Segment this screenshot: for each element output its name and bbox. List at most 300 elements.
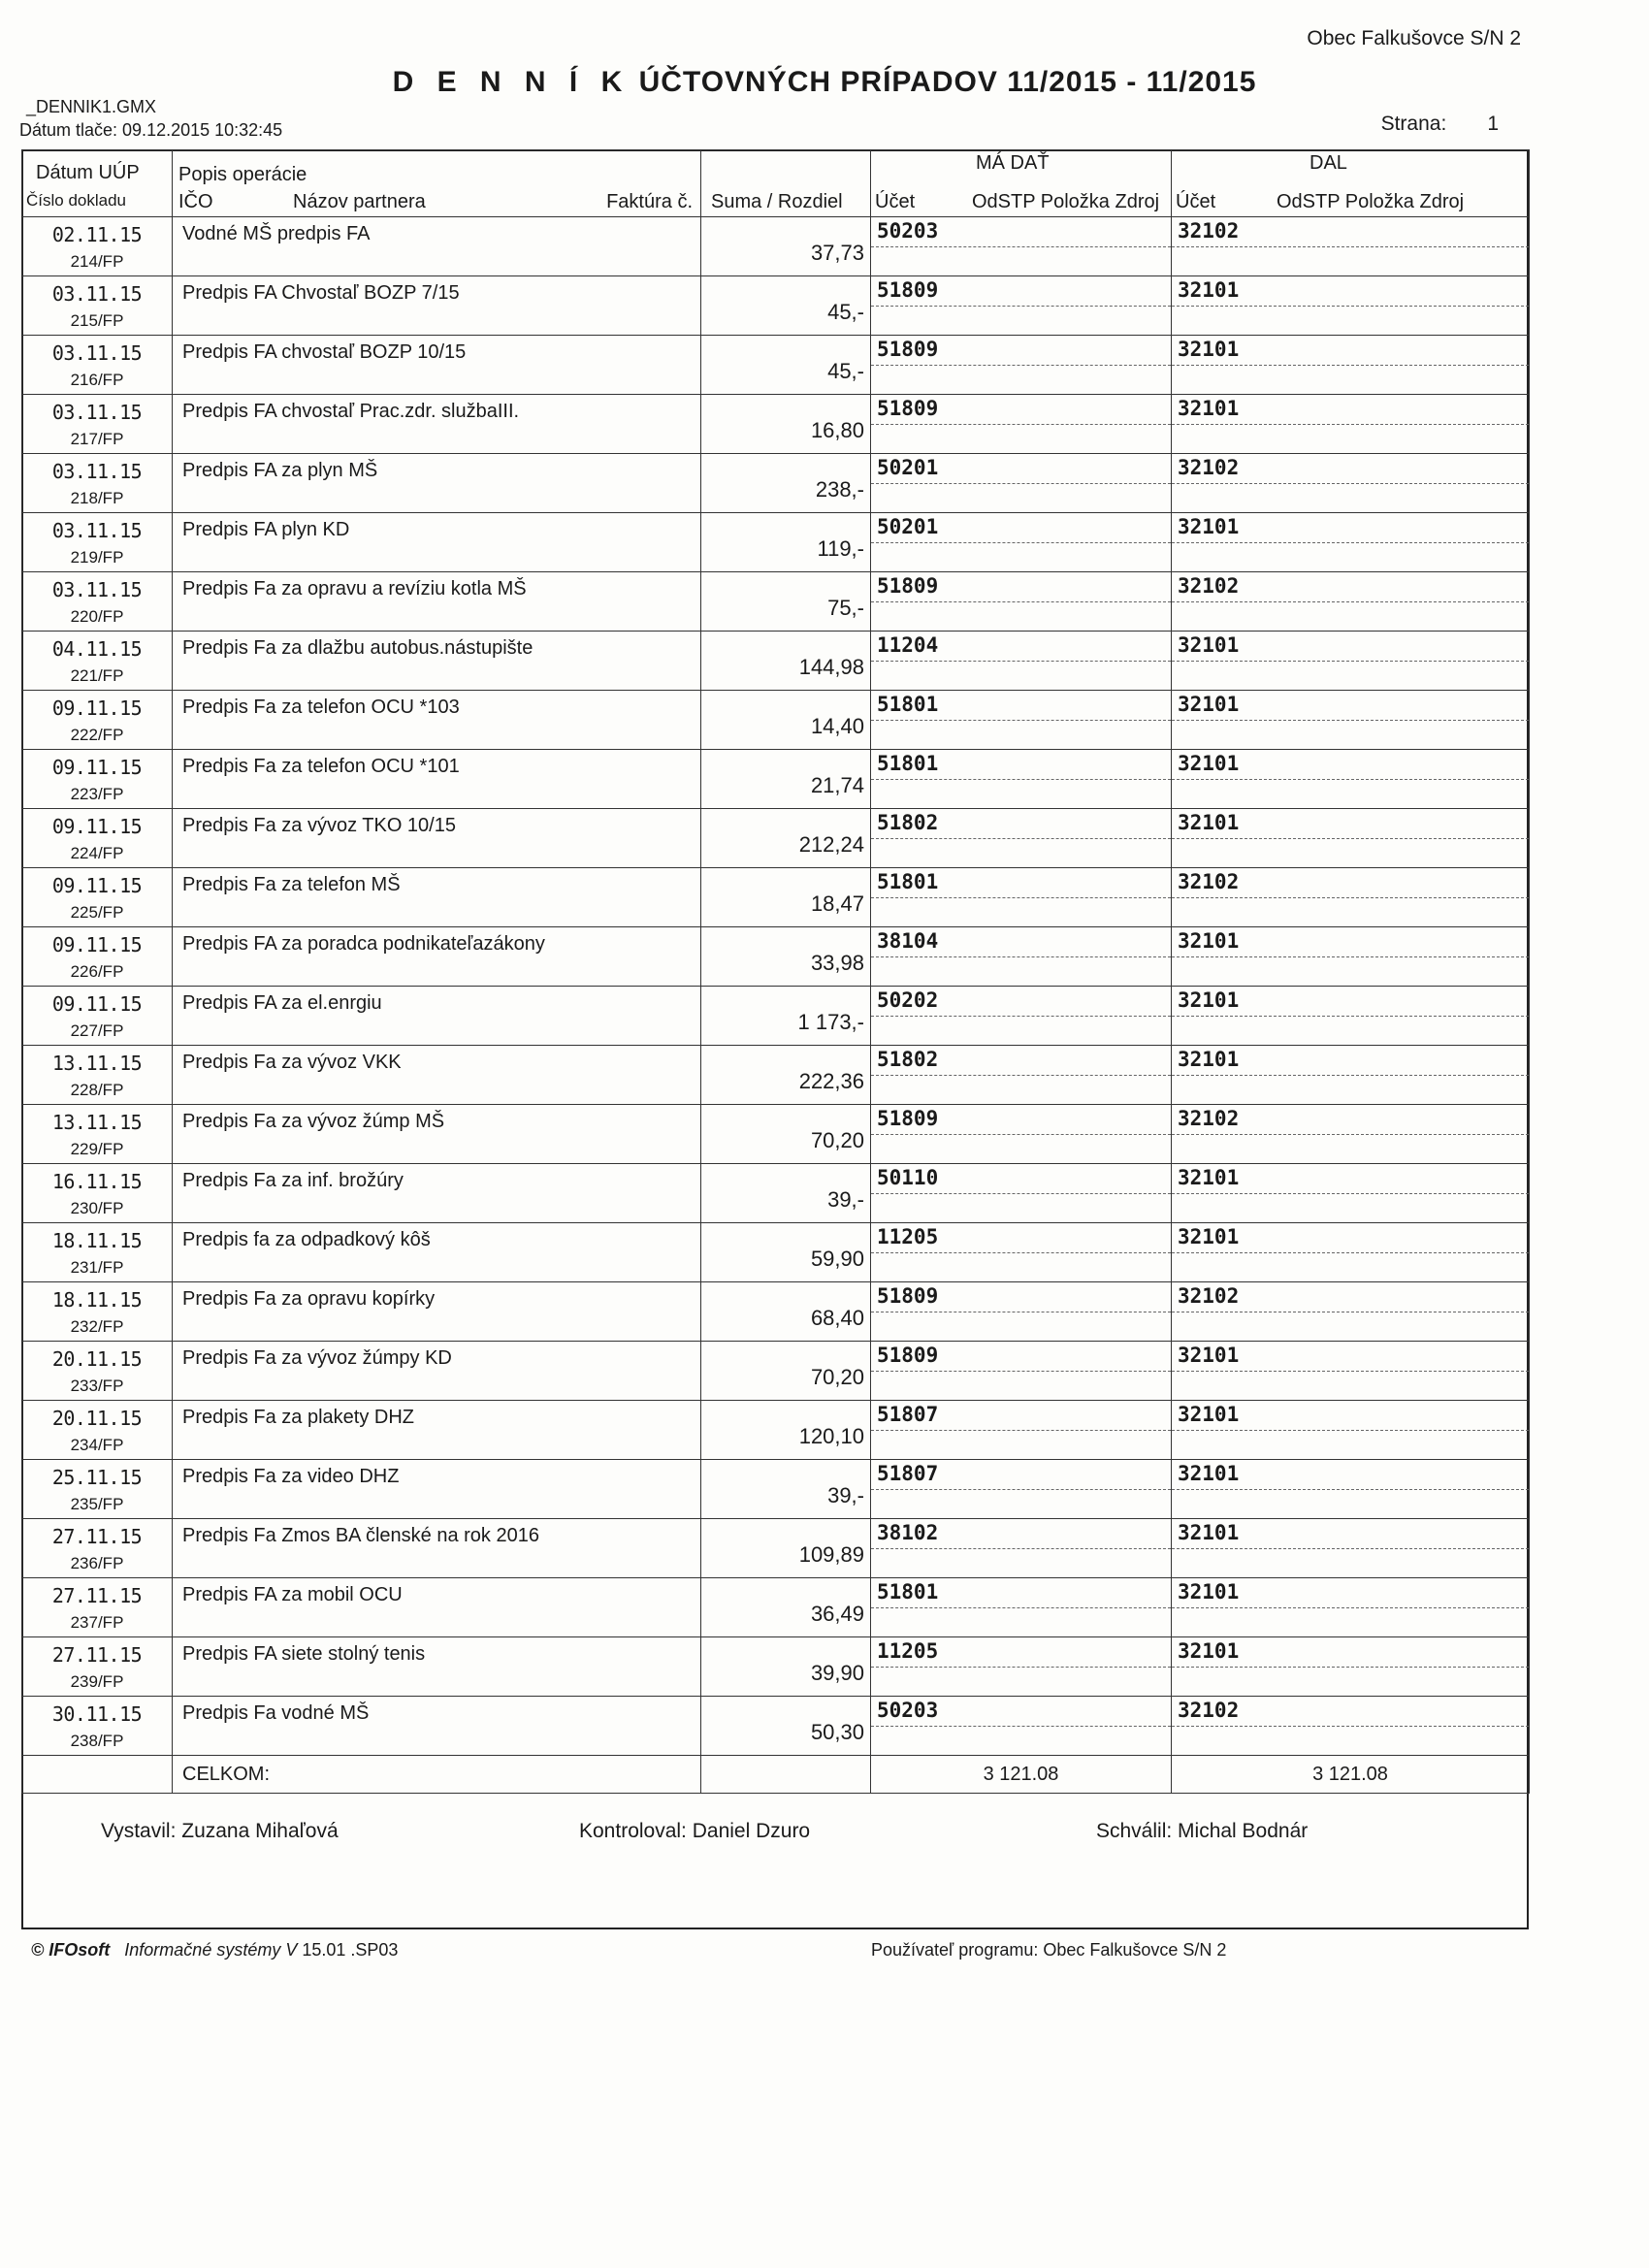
amount-cell — [701, 1342, 871, 1401]
description-cell — [173, 1697, 701, 1756]
credit-cell — [1172, 513, 1530, 572]
entry-date: 09.11.15 — [51, 697, 143, 720]
table-row — [22, 1519, 1530, 1578]
credit-divider — [1172, 1193, 1529, 1194]
entry-date: 20.11.15 — [51, 1347, 143, 1371]
amount-cell — [701, 1401, 871, 1460]
table-row — [22, 1105, 1530, 1164]
credit-cell — [1172, 1342, 1530, 1401]
debit-account: 51802 — [877, 811, 939, 834]
credit-account: 32101 — [1178, 515, 1240, 538]
table-row — [22, 1637, 1530, 1697]
amount: 50,30 — [810, 1720, 864, 1744]
debit-divider — [871, 779, 1171, 780]
credit-divider — [1172, 1548, 1529, 1549]
col-cislo: Číslo dokladu — [26, 191, 127, 210]
debit-divider — [871, 720, 1171, 721]
software-system: Informačné systémy V — [124, 1940, 298, 1960]
document-number: 227/FP — [70, 1021, 124, 1040]
operation-description: Predpis FA chvostaľ Prac.zdr. službaIII. — [182, 401, 520, 422]
debit-divider — [871, 1489, 1171, 1490]
table-row — [22, 927, 1530, 987]
debit-account: 50203 — [877, 1699, 939, 1722]
debit-account: 50203 — [877, 219, 939, 243]
debit-divider — [871, 838, 1171, 839]
operation-description: Predpis FA chvostaľ BOZP 10/15 — [182, 341, 467, 363]
amount-cell — [701, 868, 871, 927]
description-cell — [173, 809, 701, 868]
file-name: _DENNIK1.GMX — [26, 97, 157, 116]
document-number: 233/FP — [70, 1377, 124, 1395]
document-number: 229/FP — [70, 1140, 124, 1158]
title-spaced: D E N N Í K — [392, 66, 630, 98]
col-debit-odstp: OdSTP Položka Zdroj — [972, 191, 1160, 212]
operation-description: Predpis FA za el.enrgiu — [182, 992, 382, 1014]
credit-divider — [1172, 542, 1529, 543]
date-cell — [22, 632, 173, 691]
debit-cell — [871, 1519, 1172, 1578]
credit-account: 32101 — [1178, 693, 1240, 716]
col-popis: Popis operácie — [178, 164, 307, 185]
credit-account: 32101 — [1178, 1639, 1240, 1663]
document-number: 222/FP — [70, 726, 124, 744]
description-cell — [173, 1046, 701, 1105]
credit-divider — [1172, 1075, 1529, 1076]
credit-cell — [1172, 987, 1530, 1046]
table-row — [22, 632, 1530, 691]
operation-description: Predpis Fa za vývoz žúmp MŠ — [182, 1111, 445, 1132]
amount-cell — [701, 987, 871, 1046]
debit-divider — [871, 601, 1171, 602]
debit-cell — [871, 395, 1172, 454]
debit-divider — [871, 365, 1171, 366]
date-cell — [22, 691, 173, 750]
debit-account: 51809 — [877, 397, 939, 420]
credit-cell — [1172, 395, 1530, 454]
document-number: 228/FP — [70, 1081, 124, 1099]
debit-cell — [871, 809, 1172, 868]
debit-cell — [871, 868, 1172, 927]
debit-divider — [871, 483, 1171, 484]
debit-cell — [871, 1164, 1172, 1223]
entry-date: 09.11.15 — [51, 756, 143, 779]
amount-cell — [701, 1519, 871, 1578]
amount: 39,90 — [810, 1661, 864, 1685]
debit-cell — [871, 1578, 1172, 1637]
debit-account: 51801 — [877, 1580, 939, 1604]
operation-description: Predpis FA za poradca podnikateľazákony — [182, 933, 545, 955]
table-row — [22, 750, 1530, 809]
amount-cell — [701, 1637, 871, 1697]
amount-cell — [701, 395, 871, 454]
date-cell — [22, 1578, 173, 1637]
col-dal: DAL — [1310, 152, 1347, 174]
credit-cell — [1172, 868, 1530, 927]
program-user: Používateľ programu: Obec Falkušovce S/N 2 — [871, 1940, 1227, 1960]
operation-description: Predpis FA plyn KD — [182, 519, 350, 540]
credit-cell — [1172, 1697, 1530, 1756]
software-brand: © IFOsoft — [31, 1940, 111, 1960]
date-cell — [22, 1342, 173, 1401]
description-cell — [173, 336, 701, 395]
amount: 1 173,- — [797, 1010, 864, 1034]
credit-account: 32101 — [1178, 1225, 1240, 1248]
operation-description: Predpis Fa Zmos BA členské na rok 2016 — [182, 1525, 539, 1546]
operation-description: Vodné MŠ predpis FA — [182, 223, 371, 244]
date-cell — [22, 395, 173, 454]
document-number: 232/FP — [70, 1317, 124, 1336]
header-description — [173, 150, 701, 217]
credit-cell — [1172, 336, 1530, 395]
amount: 18,47 — [810, 891, 864, 916]
credit-cell — [1172, 1578, 1530, 1637]
credit-divider — [1172, 838, 1529, 839]
credit-account: 32101 — [1178, 1344, 1240, 1367]
debit-cell — [871, 1223, 1172, 1282]
entry-date: 09.11.15 — [51, 874, 143, 897]
description-cell — [173, 1223, 701, 1282]
debit-cell — [871, 276, 1172, 336]
entry-date: 03.11.15 — [51, 519, 143, 542]
description-cell — [173, 1105, 701, 1164]
operation-description: Predpis Fa za vývoz TKO 10/15 — [182, 815, 456, 836]
description-cell — [173, 750, 701, 809]
header-credit — [1172, 150, 1530, 217]
debit-cell — [871, 336, 1172, 395]
document-number: 236/FP — [70, 1554, 124, 1572]
entry-date: 18.11.15 — [51, 1229, 143, 1252]
header-amount — [701, 150, 871, 217]
col-ico: IČO — [178, 191, 213, 212]
credit-divider — [1172, 720, 1529, 721]
amount: 120,10 — [798, 1424, 864, 1448]
date-cell — [22, 454, 173, 513]
amount: 14,40 — [810, 714, 864, 738]
credit-account: 32102 — [1178, 1284, 1240, 1308]
description-cell — [173, 987, 701, 1046]
journal-table — [21, 149, 1530, 1794]
credit-account: 32102 — [1178, 1699, 1240, 1722]
entry-date: 13.11.15 — [51, 1052, 143, 1075]
amount: 70,20 — [810, 1128, 864, 1152]
date-cell — [22, 217, 173, 276]
credit-cell — [1172, 454, 1530, 513]
header-debit — [871, 150, 1172, 217]
debit-account: 51809 — [877, 574, 939, 598]
debit-cell — [871, 572, 1172, 632]
entry-date: 27.11.15 — [51, 1525, 143, 1548]
operation-description: Predpis Fa za video DHZ — [182, 1466, 400, 1487]
amount: 144,98 — [798, 655, 864, 679]
total-debit: 3 121.08 — [871, 1756, 1172, 1794]
description-cell — [173, 927, 701, 987]
debit-cell — [871, 1105, 1172, 1164]
debit-divider — [871, 246, 1171, 247]
debit-divider — [871, 1016, 1171, 1017]
description-cell — [173, 1460, 701, 1519]
debit-divider — [871, 1075, 1171, 1076]
credit-account: 32101 — [1178, 929, 1240, 953]
debit-divider — [871, 897, 1171, 898]
amount-cell — [701, 1046, 871, 1105]
amount: 75,- — [827, 596, 864, 620]
document-number: 219/FP — [70, 548, 124, 567]
document-number: 231/FP — [70, 1258, 124, 1277]
credit-cell — [1172, 1401, 1530, 1460]
table-row — [22, 868, 1530, 927]
amount-cell — [701, 1223, 871, 1282]
credit-divider — [1172, 661, 1529, 662]
operation-description: Predpis Fa za vývoz žúmpy KD — [182, 1347, 452, 1369]
title-rest: ÚČTOVNÝCH PRÍPADOV 11/2015 - 11/2015 — [638, 66, 1257, 98]
credit-account: 32101 — [1178, 1403, 1240, 1426]
entry-date: 25.11.15 — [51, 1466, 143, 1489]
date-cell — [22, 927, 173, 987]
organization-name: Obec Falkušovce S/N 2 — [1307, 27, 1521, 49]
entry-date: 18.11.15 — [51, 1288, 143, 1312]
entry-date: 13.11.15 — [51, 1111, 143, 1134]
credit-account: 32101 — [1178, 752, 1240, 775]
credit-account: 32101 — [1178, 988, 1240, 1012]
credit-account: 32101 — [1178, 1166, 1240, 1189]
debit-account: 51807 — [877, 1462, 939, 1485]
date-cell — [22, 1637, 173, 1697]
col-ma-dat: MÁ DAŤ — [976, 152, 1050, 174]
entry-date: 03.11.15 — [51, 282, 143, 306]
debit-divider — [871, 424, 1171, 425]
description-cell — [173, 572, 701, 632]
document-number: 224/FP — [70, 844, 124, 862]
total-amount-empty — [701, 1756, 871, 1794]
credit-cell — [1172, 1460, 1530, 1519]
date-cell — [22, 1401, 173, 1460]
col-debit-ucet: Účet — [875, 191, 916, 212]
journal-body — [22, 217, 1530, 1756]
page-indicator — [1381, 113, 1499, 136]
table-header — [22, 150, 1530, 217]
operation-description: Predpis Fa za inf. brožúry — [182, 1170, 404, 1191]
debit-divider — [871, 956, 1171, 957]
amount: 33,98 — [810, 951, 864, 975]
debit-account: 51809 — [877, 1107, 939, 1130]
col-faktura: Faktúra č. — [606, 191, 693, 212]
date-cell — [22, 1046, 173, 1105]
debit-divider — [871, 306, 1171, 307]
credit-divider — [1172, 1607, 1529, 1608]
credit-account: 32101 — [1178, 633, 1240, 657]
entry-date: 09.11.15 — [51, 933, 143, 956]
debit-cell — [871, 927, 1172, 987]
entry-date: 03.11.15 — [51, 401, 143, 424]
date-cell — [22, 1164, 173, 1223]
credit-cell — [1172, 750, 1530, 809]
operation-description: Predpis FA za mobil OCU — [182, 1584, 403, 1605]
credit-cell — [1172, 1046, 1530, 1105]
description-cell — [173, 1519, 701, 1578]
operation-description: Predpis FA za plyn MŠ — [182, 460, 378, 481]
debit-cell — [871, 1282, 1172, 1342]
operation-description: Predpis FA siete stolný tenis — [182, 1643, 426, 1665]
software-version: 15.01 .SP03 — [302, 1940, 399, 1960]
credit-divider — [1172, 1667, 1529, 1668]
document-number: 216/FP — [70, 371, 124, 389]
document-number: 230/FP — [70, 1199, 124, 1217]
entry-date: 02.11.15 — [51, 223, 143, 246]
document-number: 214/FP — [70, 252, 124, 271]
debit-cell — [871, 217, 1172, 276]
table-row — [22, 1578, 1530, 1637]
credit-cell — [1172, 1637, 1530, 1697]
credit-divider — [1172, 1252, 1529, 1253]
debit-divider — [871, 1726, 1171, 1727]
credit-cell — [1172, 572, 1530, 632]
document-number: 223/FP — [70, 785, 124, 803]
amount: 39,- — [827, 1483, 864, 1507]
description-cell — [173, 691, 701, 750]
amount: 119,- — [817, 536, 864, 561]
date-cell — [22, 1519, 173, 1578]
header-date-doc — [22, 150, 173, 217]
description-cell — [173, 868, 701, 927]
document-number: 226/FP — [70, 962, 124, 981]
software-footer — [31, 1940, 398, 1960]
table-row — [22, 1342, 1530, 1401]
document-number: 220/FP — [70, 607, 124, 626]
debit-cell — [871, 1460, 1172, 1519]
amount-cell — [701, 632, 871, 691]
entry-date: 09.11.15 — [51, 815, 143, 838]
entry-date: 27.11.15 — [51, 1643, 143, 1667]
amount: 59,90 — [810, 1247, 864, 1271]
amount-cell — [701, 1105, 871, 1164]
amount: 238,- — [815, 477, 864, 502]
credit-account: 32102 — [1178, 219, 1240, 243]
document-number: 217/FP — [70, 430, 124, 448]
debit-divider — [871, 1193, 1171, 1194]
credit-account: 32101 — [1178, 338, 1240, 361]
table-row — [22, 1282, 1530, 1342]
table-row — [22, 1046, 1530, 1105]
debit-cell — [871, 1697, 1172, 1756]
credit-account: 32101 — [1178, 1521, 1240, 1544]
amount: 39,- — [827, 1187, 864, 1212]
credit-account: 32101 — [1178, 278, 1240, 302]
document-number: 235/FP — [70, 1495, 124, 1513]
debit-account: 51809 — [877, 1284, 939, 1308]
col-credit-odstp: OdSTP Položka Zdroj — [1277, 191, 1465, 212]
debit-account: 38104 — [877, 929, 939, 953]
amount-cell — [701, 809, 871, 868]
table-row — [22, 217, 1530, 276]
approved-by: Schválil: Michal Bodnár — [1096, 1820, 1309, 1842]
debit-account: 11205 — [877, 1225, 939, 1248]
table-row — [22, 1401, 1530, 1460]
credit-cell — [1172, 1282, 1530, 1342]
credit-divider — [1172, 1489, 1529, 1490]
table-row — [22, 1223, 1530, 1282]
date-cell — [22, 572, 173, 632]
debit-divider — [871, 1548, 1171, 1549]
credit-account: 32101 — [1178, 1048, 1240, 1071]
debit-cell — [871, 513, 1172, 572]
amount: 45,- — [827, 300, 864, 324]
credit-cell — [1172, 927, 1530, 987]
issued-by: Vystavil: Zuzana Mihaľová — [101, 1820, 339, 1842]
document-number: 221/FP — [70, 666, 124, 685]
document-number: 218/FP — [70, 489, 124, 507]
operation-description: Predpis Fa za telefon MŠ — [182, 874, 401, 895]
debit-divider — [871, 542, 1171, 543]
credit-divider — [1172, 779, 1529, 780]
amount: 70,20 — [810, 1365, 864, 1389]
total-empty — [22, 1756, 173, 1794]
credit-cell — [1172, 1105, 1530, 1164]
checked-by: Kontroloval: Daniel Dzuro — [579, 1820, 811, 1842]
total-label: CELKOM: — [173, 1756, 701, 1794]
page-number: 1 — [1487, 113, 1499, 135]
description-cell — [173, 1342, 701, 1401]
amount: 37,73 — [810, 241, 864, 265]
entry-date: 04.11.15 — [51, 637, 143, 661]
date-cell — [22, 809, 173, 868]
entry-date: 20.11.15 — [51, 1407, 143, 1430]
debit-account: 51809 — [877, 338, 939, 361]
amount-cell — [701, 1578, 871, 1637]
description-cell — [173, 395, 701, 454]
description-cell — [173, 632, 701, 691]
debit-divider — [871, 1667, 1171, 1668]
amount-cell — [701, 1164, 871, 1223]
credit-divider — [1172, 424, 1529, 425]
amount-cell — [701, 454, 871, 513]
entry-date: 03.11.15 — [51, 578, 143, 601]
description-cell — [173, 1164, 701, 1223]
debit-cell — [871, 454, 1172, 513]
credit-divider — [1172, 956, 1529, 957]
col-datum: Dátum UÚP — [36, 162, 140, 183]
description-cell — [173, 217, 701, 276]
debit-account: 51801 — [877, 693, 939, 716]
amount: 222,36 — [798, 1069, 864, 1093]
credit-divider — [1172, 1371, 1529, 1372]
date-cell — [22, 1460, 173, 1519]
entry-date: 30.11.15 — [51, 1702, 143, 1726]
debit-account: 50201 — [877, 456, 939, 479]
amount-cell — [701, 572, 871, 632]
debit-account: 51809 — [877, 1344, 939, 1367]
credit-divider — [1172, 246, 1529, 247]
amount-cell — [701, 276, 871, 336]
operation-description: Predpis Fa za telefon OCU *103 — [182, 697, 460, 718]
credit-divider — [1172, 1016, 1529, 1017]
credit-account: 32101 — [1178, 811, 1240, 834]
date-cell — [22, 1697, 173, 1756]
description-cell — [173, 1578, 701, 1637]
table-row — [22, 1697, 1530, 1756]
debit-account: 51807 — [877, 1403, 939, 1426]
debit-account: 51809 — [877, 278, 939, 302]
date-cell — [22, 1105, 173, 1164]
description-cell — [173, 276, 701, 336]
document-number: 238/FP — [70, 1732, 124, 1750]
debit-account: 11205 — [877, 1639, 939, 1663]
credit-cell — [1172, 1519, 1530, 1578]
amount-cell — [701, 1697, 871, 1756]
debit-divider — [871, 1607, 1171, 1608]
debit-account: 11204 — [877, 633, 939, 657]
date-cell — [22, 336, 173, 395]
debit-cell — [871, 987, 1172, 1046]
